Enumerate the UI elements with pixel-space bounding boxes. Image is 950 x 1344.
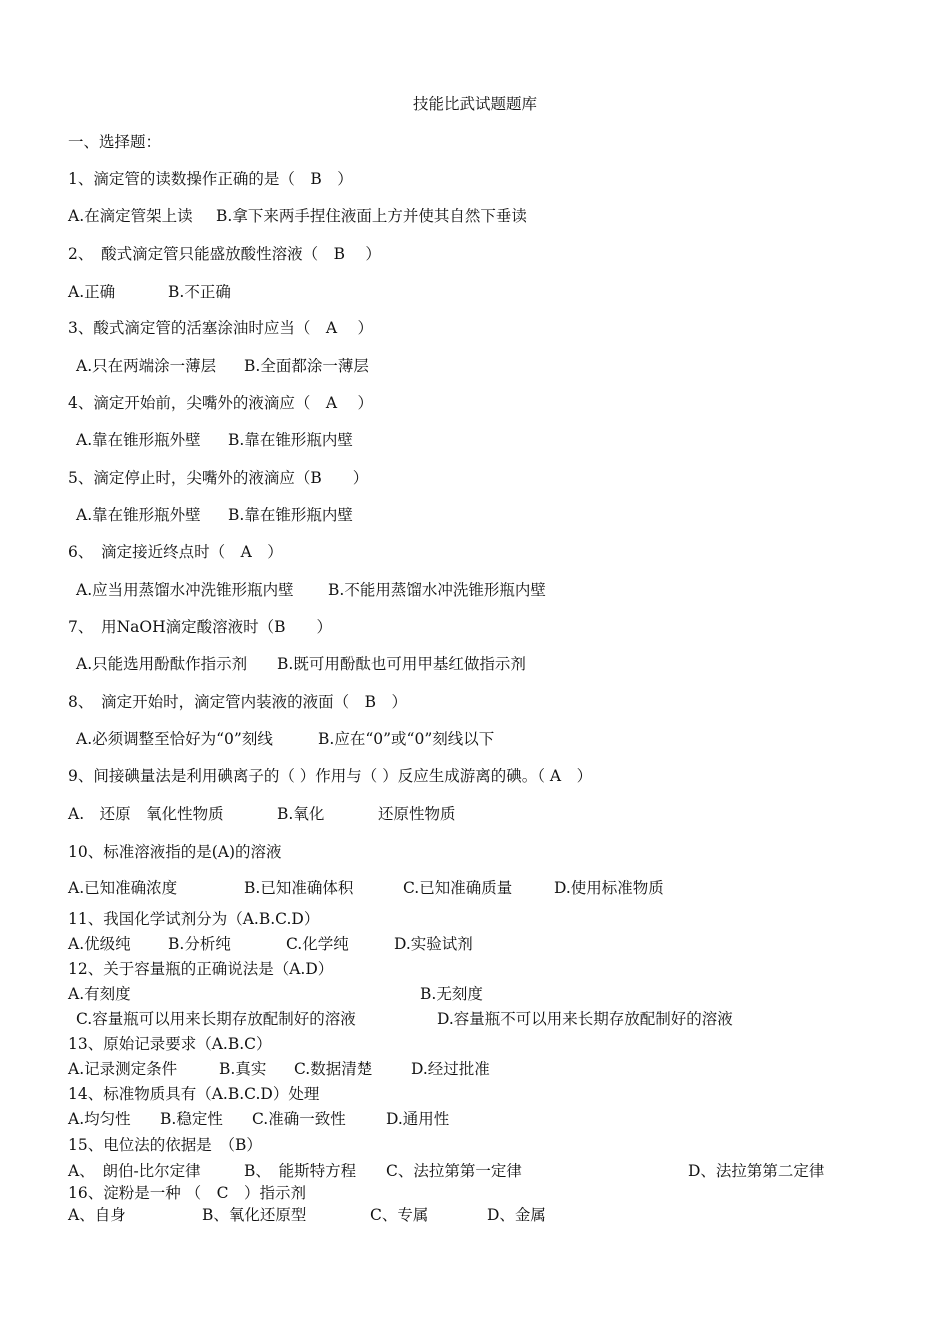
question-2-stem: 2、 酸式滴定管只能盛放酸性溶液（ B ） <box>68 245 381 263</box>
question-11-stem: 11、我国化学试剂分为（A.B.C.D） <box>68 910 320 928</box>
question-11-option-b: B.分析纯 <box>168 935 231 953</box>
question-4-option-a: A.靠在锥形瓶外壁 <box>76 431 201 449</box>
question-8-stem: 8、 滴定开始时，滴定管内装液的液面（ B ） <box>68 693 408 711</box>
question-3-stem: 3、酸式滴定管的活塞涂油时应当（ A ） <box>68 319 373 337</box>
question-10-option-b: B.已知准确体积 <box>244 879 354 897</box>
question-10-option-d: D.使用标准物质 <box>554 879 664 897</box>
question-9-option-b: B.氧化 <box>277 805 325 823</box>
question-1-option-a: A.在滴定管架上读 <box>68 207 193 225</box>
question-12-option-d: D.容量瓶不可以用来长期存放配制好的溶液 <box>437 1010 733 1028</box>
question-15-stem: 15、电位法的依据是 （B） <box>68 1136 262 1154</box>
question-8-option-a: A.必须调整至恰好为“0”刻线 <box>76 730 273 748</box>
question-16-option-c: C、专属 <box>370 1206 429 1224</box>
question-12-option-a: A.有刻度 <box>68 985 131 1003</box>
question-13-stem: 13、原始记录要求（A.B.C） <box>68 1035 272 1053</box>
question-7-option-b: B.既可用酚酞也可用甲基红做指示剂 <box>277 655 526 673</box>
question-10-option-a: A.已知准确浓度 <box>68 879 178 897</box>
question-4-option-b: B.靠在锥形瓶内壁 <box>228 431 353 449</box>
question-8-option-b: B.应在“0”或“0”刻线以下 <box>318 730 495 748</box>
question-13-option-a: A.记录测定条件 <box>68 1060 178 1078</box>
question-14-option-b: B.稳定性 <box>160 1110 223 1128</box>
question-10-stem: 10、标准溶液指的是(A)的溶液 <box>68 843 282 861</box>
question-6-stem: 6、 滴定接近终点时（ A ） <box>68 543 283 561</box>
section-heading: 一、选择题： <box>68 133 162 151</box>
question-3-option-a: A.只在两端涂一薄层 <box>76 357 217 375</box>
question-15-option-d: D、法拉第第二定律 <box>688 1162 825 1180</box>
question-16-option-d: D、金属 <box>487 1206 546 1224</box>
question-6-option-a: A.应当用蒸馏水冲洗锥形瓶内壁 <box>76 581 294 599</box>
question-13-option-d: D.经过批准 <box>411 1060 490 1078</box>
question-11-option-c: C.化学纯 <box>286 935 349 953</box>
question-16-option-a: A、自身 <box>68 1206 126 1224</box>
question-6-option-b: B.不能用蒸馏水冲洗锥形瓶内壁 <box>328 581 546 599</box>
question-1-option-b: B.拿下来两手捏住液面上方并使其自然下垂读 <box>216 207 527 225</box>
question-13-option-b: B.真实 <box>219 1060 267 1078</box>
question-14-option-d: D.通用性 <box>386 1110 450 1128</box>
question-7-option-a: A.只能选用酚酞作指示剂 <box>76 655 248 673</box>
question-15-option-c: C、法拉第第一定律 <box>386 1162 522 1180</box>
question-4-stem: 4、滴定开始前，尖嘴外的液滴应（ A ） <box>68 394 373 412</box>
question-5-stem: 5、滴定停止时，尖嘴外的液滴应（B ） <box>68 469 369 487</box>
question-14-option-a: A.均匀性 <box>68 1110 131 1128</box>
question-11-option-d: D.实验试剂 <box>394 935 473 953</box>
question-9-option-a: A. 还原 氧化性物质 <box>68 805 224 823</box>
question-14-option-c: C.准确一致性 <box>252 1110 346 1128</box>
question-15-option-b: B、 能斯特方程 <box>244 1162 357 1180</box>
question-12-option-c: C.容量瓶可以用来长期存放配制好的溶液 <box>76 1010 356 1028</box>
question-2-option-b: B.不正确 <box>168 283 231 301</box>
question-16-option-b: B、氧化还原型 <box>202 1206 307 1224</box>
page-title: 技能比武试题题库 <box>412 95 537 113</box>
question-12-stem: 12、关于容量瓶的正确说法是（A.D） <box>68 960 334 978</box>
question-3-option-b: B.全面都涂一薄层 <box>244 357 369 375</box>
question-16-stem: 16、淀粉是一种 （ C ）指示剂 <box>68 1184 307 1202</box>
question-7-stem: 7、 用NaOH滴定酸溶液时（B ） <box>68 618 333 636</box>
question-10-option-c: C.已知准确质量 <box>403 879 513 897</box>
question-1-stem: 1、滴定管的读数操作正确的是（ B ） <box>68 170 353 188</box>
question-14-stem: 14、标准物质具有（A.B.C.D）处理 <box>68 1085 320 1103</box>
question-11-option-a: A.优级纯 <box>68 935 131 953</box>
question-12-option-b: B.无刻度 <box>420 985 483 1003</box>
question-13-option-c: C.数据清楚 <box>294 1060 373 1078</box>
question-2-option-a: A.正确 <box>68 283 116 301</box>
question-9-stem: 9、间接碘量法是利用碘离子的（ ）作用与（ ）反应生成游离的碘。（ A ） <box>68 767 593 785</box>
question-9-option-b-detail: 还原性物质 <box>378 805 456 823</box>
question-5-option-b: B.靠在锥形瓶内壁 <box>228 506 353 524</box>
question-15-option-a: A、 朗伯-比尔定律 <box>68 1162 201 1180</box>
question-5-option-a: A.靠在锥形瓶外壁 <box>76 506 201 524</box>
